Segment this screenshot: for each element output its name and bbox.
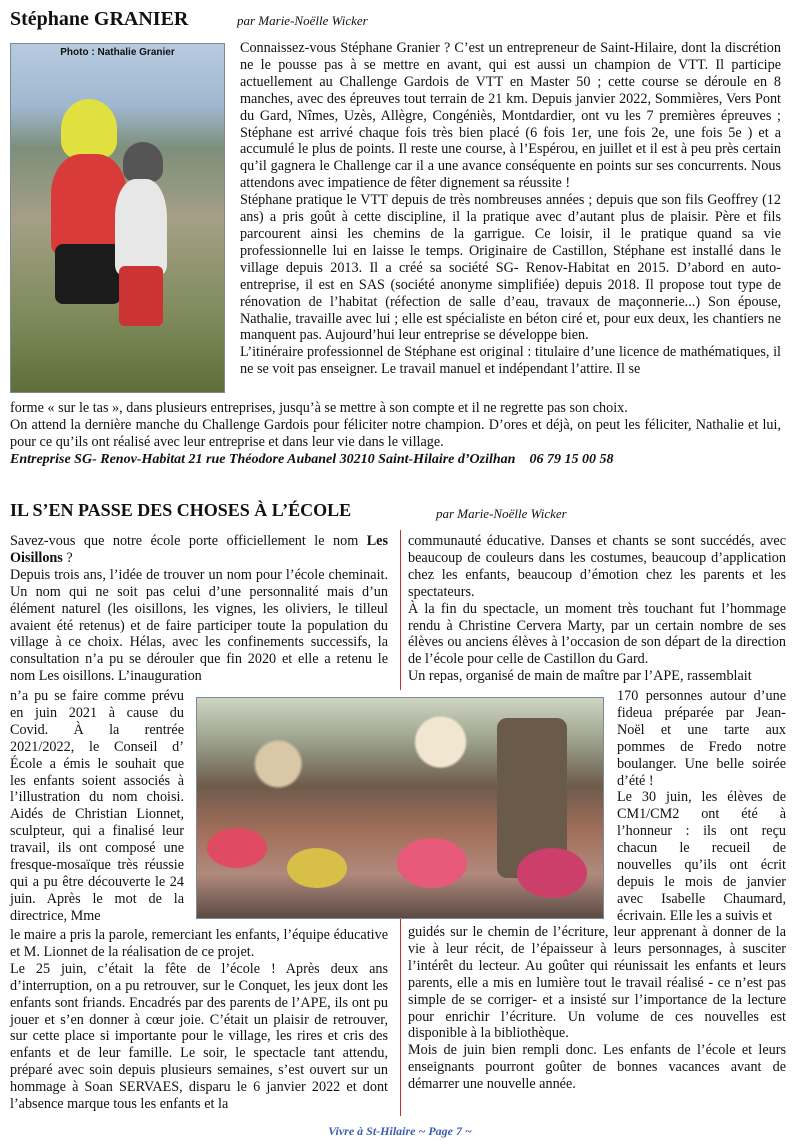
article-byline: par Marie-Noëlle Wicker (436, 506, 567, 521)
paragraph: le maire a pris la parole, remerciant les enfants, l’équipe éducative et M. Lionnet de la réalisation de ce projet. (10, 927, 388, 960)
article2-right-narrow (617, 688, 786, 925)
paragraph: n’a pu se faire comme prévu en juin 2021 à cause du Covid. À la rentrée 2021/2022, le Conseil d’ École a émis le souhait que les enfants soient associés à l’illustration du nom choisi. Aidés de Christian Lionnet, sculpteur, qui a finalisé leur travail, ils ont composé une fresque-mosaïque très réussie qui a pu être découverte le 24 juin. Après le mot de la directrice, Mme (10, 688, 184, 924)
text-span: Savez-vous que notre école porte officiellement le nom (10, 533, 367, 549)
page-footer: Vivre à St-Hilaire ~ Page 7 ~ (328, 1124, 472, 1138)
school-name: Les Oisillons (10, 533, 388, 566)
photo-father-son (10, 43, 225, 393)
paragraph: L’itinéraire professionnel de Stéphane est original : titulaire d’une licence de mathématiques, il ne se voit pas enseigner. Le travail manuel et indépendant l’attire. Il se (240, 344, 781, 378)
child-figure (115, 179, 167, 274)
paragraph: Connaissez-vous Stéphane Granier ? C’est un entrepreneur de Saint-Hilaire, dont la discrétion ne le pousse pas à se mettre en avant, qui est aussi un champion de VTT. Il participe actuellement au Challenge Gardois de VTT en Master 50 ; cette course se déroule en 8 manches, avec des épreuves tout terrain de 21 km. Depuis janvier 2022, Sommières, Vers Pont du Gard, Nîmes, Uzès, Allègre, Congéniès, Montdardier, ont vu les 7 premières épreuves ; Stéphane est arrivé chaque fois très bien placé (6 fois 1er, une fois 2e, une fois 5e ) et a accumulé le plus de points. Il reste une course, à l’Espérou, en juillet et il est à peu près certain qu’il gagnera le Challenge car il a une avance conséquente en points sur ses concurrents. Nous attendons avec impatience de fêter dignement sa réussite ! (240, 40, 781, 192)
paragraph: Le 25 juin, c’était la fête de l’école ! Après deux ans d’interruption, on a pu retrouver, sur le Conquet, les jeux dont les enfants sont friands. Encadrés par des parents de l’APE, ils ont pu jouer et s’en donner à cœur joie. C’était un plaisir de retrouver, sur cette place si importante pour le village, les rires et cris des enfants et de leur famille. Le soir, le spectacle tant attendu, préparé avec soin depuis plusieurs semaines, s’est ouvert sur un hommage à Soan SERVAES, disparu le 6 janvier 2022 et dont l’absence marque tous les enfants et la (10, 960, 388, 1113)
paragraph: Le 30 juin, les élèves de CM1/CM2 ont été à l’honneur : ils ont reçu chacun le recueil de nouvelles qu’ils ont écrit depuis le mois de janvier avec Isabelle Chaumard, écrivain. Elle les a suivis et (617, 789, 786, 924)
article2-left-top (10, 533, 388, 685)
article2-right-top (408, 533, 786, 685)
paragraph: On attend la dernière manche du Challenge Gardois pour féliciter notre champion. D’ores et déjà, on peut les féliciter, Nathalie et lui, pour ce qu’ils ont réalisé avec leur entreprise et dans leur vie dans le village. (10, 416, 781, 450)
paragraph: Depuis trois ans, l’idée de trouver un nom pour l’école cheminait. Un nom qui ne soit pas celui d’une personnalité mais d’un élément naturel (les oisillons, les vignes, les oliviers, le tilleul avaient été retenus) et de faire participer toute la population du village à ce choix. Hélas, avec les confinements successifs, la consultation n’a pu se dérouler que fin 2020 et elle a retenu le nom Les oisillons. L’inauguration (10, 566, 388, 685)
child-costume (517, 848, 587, 898)
photo-school-show-crowd (196, 697, 604, 919)
paragraph (10, 533, 388, 567)
photo-caption: Photo : Nathalie Granier (60, 47, 175, 58)
child-costume (287, 848, 347, 888)
column-divider (400, 530, 401, 690)
paragraph: forme « sur le tas », dans plusieurs entreprises, jusqu’à se mettre à son compte et il ne regrette pas son choix. (10, 400, 628, 416)
paragraph: Stéphane pratique le VTT depuis de très nombreuses années ; depuis que son fils Geoffrey (12 ans) a pris goût à cette discipline, il la pratique avec d’autant plus de plaisir. Père et fils parcourent ainsi les chemins de la garrigue. Ce loisir, il le pratique quand sa vie professionnelle lui en laisse le temps. Originaire de Castillon, Stéphane est installé dans le village depuis 2013. Il a créé sa société SG- Renov-Habitat en 2015. D’abord en auto-entreprise, il est en SAS (société anonyme simplifiée) depuis 2018. Il propose tout type de rénovation de l’habitat (réfection de salle d’eau, travaux de maçonnerie...) Son épouse, Nathalie, travaille avec lui ; elle est spécialiste en béton ciré et, pour eux deux, les chantiers ne manquent pas. Aujourd’hui leur entreprise se développe bien. (240, 192, 781, 344)
child-costume (207, 828, 267, 868)
article-title-granier: Stéphane GRANIER (10, 8, 189, 30)
paragraph: Un repas, organisé de main de maître par l’APE, rassemblait (408, 668, 752, 685)
article1-column-text (240, 40, 781, 378)
article1-full-text (10, 400, 781, 451)
article-title-ecole: IL S’EN PASSE DES CHOSES À L’ÉCOLE (10, 500, 352, 520)
helmet-icon (61, 99, 117, 159)
article2-right-bottom (408, 924, 786, 1093)
paragraph: communauté éducative. Danses et chants se sont succédés, avec beaucoup de couleurs dans les costumes, beaucoup d’application chez les enfants, beaucoup d’émotion chez les parents et les spectateurs. (408, 533, 786, 600)
company-contact: Entreprise SG- Renov-Habitat 21 rue Théodore Aubanel 30210 Saint-Hilaire d’Ozilhan 06 79 15 00 58 (10, 452, 614, 467)
paragraph: guidés sur le chemin de l’écriture, leur apprenant à donner de la vie à leur récit, de l’épaisseur à leurs personnages, à susciter l’intérêt du lecteur. Au goûter qui réunissait les enfants et leurs parents, elle a mis en lumière tout le travail réalisé - ce n’est pas simple de se corriger- et a insisté sur l’importance de la lecture pour enrichir l’écriture. Un volume de ces nouvelles est disponible à la bibliothèque. (408, 924, 786, 1042)
child-helmet-icon (123, 142, 163, 182)
paragraph: À la fin du spectacle, un moment très touchant fut l’hommage rendu à Christine Cervera Marty, par un certain nombre de ses élèves ou anciens élèves à l’occasion de son départ de la direction de l’école pour celle de Castillon du Gard. (408, 600, 786, 668)
paragraph: Mois de juin bien rempli donc. Les enfants de l’école et leurs enseignants pourront goûter de bonnes vacances avant de démarrer une nouvelle année. (408, 1042, 786, 1093)
paragraph: 170 personnes autour d’une fideua préparée par Jean-Noël et une tarte aux pommes de Fredo notre boulanger. Une belle soirée d’été ! (617, 688, 786, 789)
article2-left-narrow (10, 688, 184, 925)
cyclist-shorts (55, 244, 121, 304)
text-span: ? (62, 549, 73, 566)
column-divider (400, 918, 401, 1116)
article-byline: par Marie-Noëlle Wicker (237, 13, 368, 28)
article2-left-bottom (10, 927, 388, 1113)
child-costume (397, 838, 467, 888)
child-shorts (119, 266, 163, 326)
